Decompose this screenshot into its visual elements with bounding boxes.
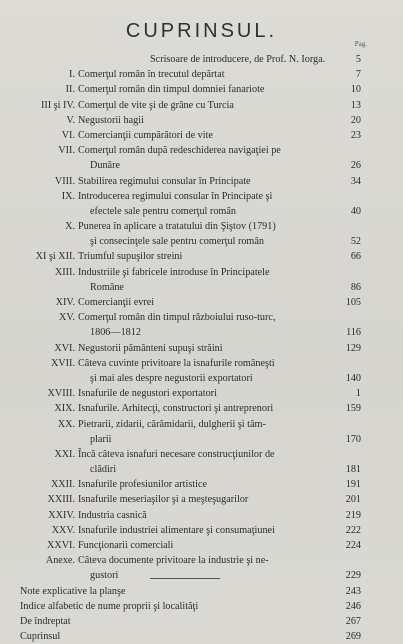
toc-entry-title: Negustorii hagii <box>78 114 144 126</box>
toc-entry <box>0 584 403 599</box>
toc-entry-title: Industriile şi fabricele introduse în Principatele <box>78 266 270 278</box>
toc-entry-title: De îndreptat <box>20 615 71 627</box>
closing-rule <box>150 578 220 579</box>
toc-entry-number: VI. <box>61 129 75 141</box>
toc-entry-page: 10 <box>350 84 361 96</box>
toc-entry-title: Funcţionarii comerciali <box>78 540 174 551</box>
toc-entry-number: XXV. <box>51 524 75 536</box>
toc-entry-title: plarii <box>90 433 112 445</box>
toc-entry <box>0 219 403 234</box>
toc-entry <box>0 52 403 67</box>
toc-entry <box>0 477 403 492</box>
toc-entry-number: XXVI. <box>46 540 75 551</box>
toc-entry-page: 159 <box>345 403 361 415</box>
toc-entry-title: Scrisoare de introducere, de Prof. N. Iorga. <box>150 54 326 65</box>
toc-entry <box>0 280 403 295</box>
toc-entry-page: 224 <box>345 540 361 551</box>
toc-entry-title: Isnafurile meseriaşilor şi a meşteşugarilor <box>78 494 249 506</box>
toc-entry <box>0 386 403 401</box>
toc-entry-page: 269 <box>345 631 361 643</box>
toc-entry-title: Comercianţii cumpărători de vite <box>78 129 213 141</box>
toc-entry-title: Introducerea regimului consular în Principate şi <box>78 190 273 202</box>
toc-entry-number: II. <box>65 84 75 96</box>
toc-entry <box>0 371 403 386</box>
toc-entry <box>0 629 403 644</box>
toc-entry <box>0 204 403 219</box>
toc-entry <box>0 128 403 143</box>
toc-entry <box>0 265 403 280</box>
toc-entry-number: XXIII. <box>47 494 75 506</box>
toc-entry-page: 191 <box>345 479 361 491</box>
toc-entry-page: 34 <box>350 175 361 187</box>
toc-entry <box>0 538 403 553</box>
toc-entry-page: 26 <box>350 160 361 172</box>
toc-entry-page: 181 <box>345 464 361 476</box>
toc-entry-title: Isnafurile. Arhitecţi, constructori şi antreprenori <box>78 403 274 415</box>
toc-entry-number: XV. <box>59 312 75 324</box>
toc-entry-title: Române <box>90 281 124 293</box>
toc-entry-number: I. <box>69 69 75 81</box>
toc-entry-title: Comerţul român în trecutul depărtat <box>78 69 225 81</box>
toc-entry-page: 222 <box>345 524 361 536</box>
toc-entry-page: 116 <box>346 327 361 339</box>
toc-entry <box>0 401 403 416</box>
toc-entry-page: 129 <box>345 342 361 354</box>
toc-entry <box>0 341 403 356</box>
toc-entry-title: Încă câteva isnafuri necesare construcţiunilor de <box>78 448 275 460</box>
toc-entry <box>0 356 403 371</box>
toc-entry <box>0 98 403 113</box>
toc-entry <box>0 295 403 310</box>
toc-entry <box>0 553 403 568</box>
toc-entry-number: XXI. <box>54 448 75 460</box>
toc-entry-page: 20 <box>350 114 361 126</box>
toc-entry <box>0 143 403 158</box>
toc-entry-number: XVI. <box>54 342 75 354</box>
toc-entry-title: Note explicative la planşe <box>20 585 126 597</box>
toc-entry-page: 52 <box>350 236 361 248</box>
toc-entry-page: 7 <box>355 69 361 81</box>
toc-entry-number: XI şi XII. <box>35 251 75 263</box>
toc-entry <box>0 325 403 340</box>
toc-entry-number: VII. <box>58 145 75 157</box>
toc-entry-page: 86 <box>350 281 361 293</box>
toc-entry-page: 243 <box>345 585 361 597</box>
toc-entry-page: 13 <box>350 99 361 111</box>
page-title: CUPRINSUL. <box>125 20 278 42</box>
toc-entry-page: 23 <box>350 129 361 141</box>
toc-entry-title: Comerţul de vite şi de grâne cu Turcia <box>78 99 234 111</box>
toc-entry-number: XIV. <box>55 297 75 308</box>
toc-entry-page: 246 <box>345 600 361 612</box>
toc-entry <box>0 462 403 477</box>
toc-entry-title: clădiri <box>90 464 117 476</box>
toc-entry-title: Pietrarii, zidarii, cărămidarii, dulgherii şi tâm- <box>78 418 266 430</box>
toc-entry-title: Comercianţii evrei <box>78 297 155 308</box>
toc-entry-page: 219 <box>345 509 361 521</box>
toc-entry-title: Comerţul român din timpul domniei fanariote <box>78 84 265 96</box>
toc-entry-title: Comerţul român din timpul războiului ruso-turc, <box>78 312 276 324</box>
toc-entry-title: Isnafurile industriei alimentare şi consumaţiunei <box>78 524 275 536</box>
page-column-label: Pag. <box>354 40 367 48</box>
toc-entry-title: efectele sale pentru comerţul român <box>90 205 236 217</box>
toc-entry <box>0 113 403 128</box>
toc-entry <box>0 249 403 264</box>
toc-entry <box>0 158 403 173</box>
toc-entry-page: 40 <box>350 205 361 217</box>
toc-entry-page: 5 <box>355 54 361 65</box>
toc-entry <box>0 523 403 538</box>
toc-entry-title: şi mai ales despre negustorii exportatori <box>90 372 253 384</box>
toc-entry-title: Industria casnică <box>78 509 147 521</box>
toc-entry-number: VIII. <box>54 175 75 187</box>
toc-entry <box>0 447 403 462</box>
toc-entry <box>0 568 403 583</box>
toc-entry-number: XX. <box>57 418 75 430</box>
toc-entry <box>0 432 403 447</box>
toc-entry-title: Indice alfabetic de nume proprii şi localităţi <box>20 600 199 612</box>
toc-entry <box>0 599 403 614</box>
toc-entry-title: 1806—1812 <box>90 327 141 339</box>
toc-entry-title: Triumful supuşilor streini <box>78 251 183 263</box>
toc-entry-title: Punerea în aplicare a tratatului din Şiştov (1791) <box>78 221 276 233</box>
toc-entry-title: Câteva documente privitoare la industrie şi ne- <box>78 555 269 567</box>
toc-entry <box>0 174 403 189</box>
toc-entry-title: şi consecinţele sale pentru comerţul român <box>90 236 264 248</box>
toc-entry-number: IX. <box>61 190 75 202</box>
toc-entry <box>0 189 403 204</box>
toc-entry-page: 105 <box>345 297 361 308</box>
toc-entry-title: Comerţul român după redeschiderea navigaţiei pe <box>78 145 281 157</box>
toc-entry-number: XXIV. <box>48 509 75 521</box>
toc-entry <box>0 67 403 82</box>
toc-entry-page: 170 <box>345 433 361 445</box>
toc-entry-page: 66 <box>350 251 361 263</box>
toc-entry-number: Anexe. <box>45 555 75 567</box>
toc-entry-title: Isnafurile de negustori exportatori <box>78 388 217 400</box>
toc-entry-number: X. <box>65 221 75 233</box>
toc-entry <box>0 82 403 97</box>
toc-entry <box>0 417 403 432</box>
toc-entry-number: V. <box>66 114 75 126</box>
toc-entry-page: 229 <box>345 570 361 582</box>
toc-entry-page: 201 <box>345 494 361 506</box>
toc-entry-title: Isnafurile profesiunilor artistice <box>78 479 207 491</box>
toc-entry <box>0 508 403 523</box>
toc-entry-number: XIII. <box>54 266 75 278</box>
toc-entry-number: XXII. <box>50 479 75 491</box>
toc-entry-title: Câteva cuvinte privitoare la isnafurile româneşti <box>78 357 275 369</box>
toc-entry-number: III şi IV. <box>40 99 75 111</box>
toc-entry <box>0 310 403 325</box>
toc-entry-number: XVIII. <box>47 388 75 400</box>
toc-entry-title: Dunăre <box>90 160 120 172</box>
toc-entry-page: 1 <box>355 388 361 400</box>
toc-entry-title: gustori <box>90 570 119 582</box>
toc-entry-title: Cuprinsul <box>20 631 61 643</box>
toc-entry <box>0 492 403 507</box>
toc-entry-title: Negustorii pământeni supuşi străini <box>78 342 223 354</box>
toc-entry-page: 140 <box>345 372 361 384</box>
toc-entry-page: 267 <box>345 615 361 627</box>
toc-entry <box>0 614 403 629</box>
toc-entry <box>0 234 403 249</box>
table-of-contents <box>0 52 403 644</box>
toc-entry-title: Stabilirea regimului consular în Principate <box>78 175 251 187</box>
toc-entry-number: XIX. <box>54 403 75 415</box>
toc-entry-number: XVII. <box>50 357 75 369</box>
